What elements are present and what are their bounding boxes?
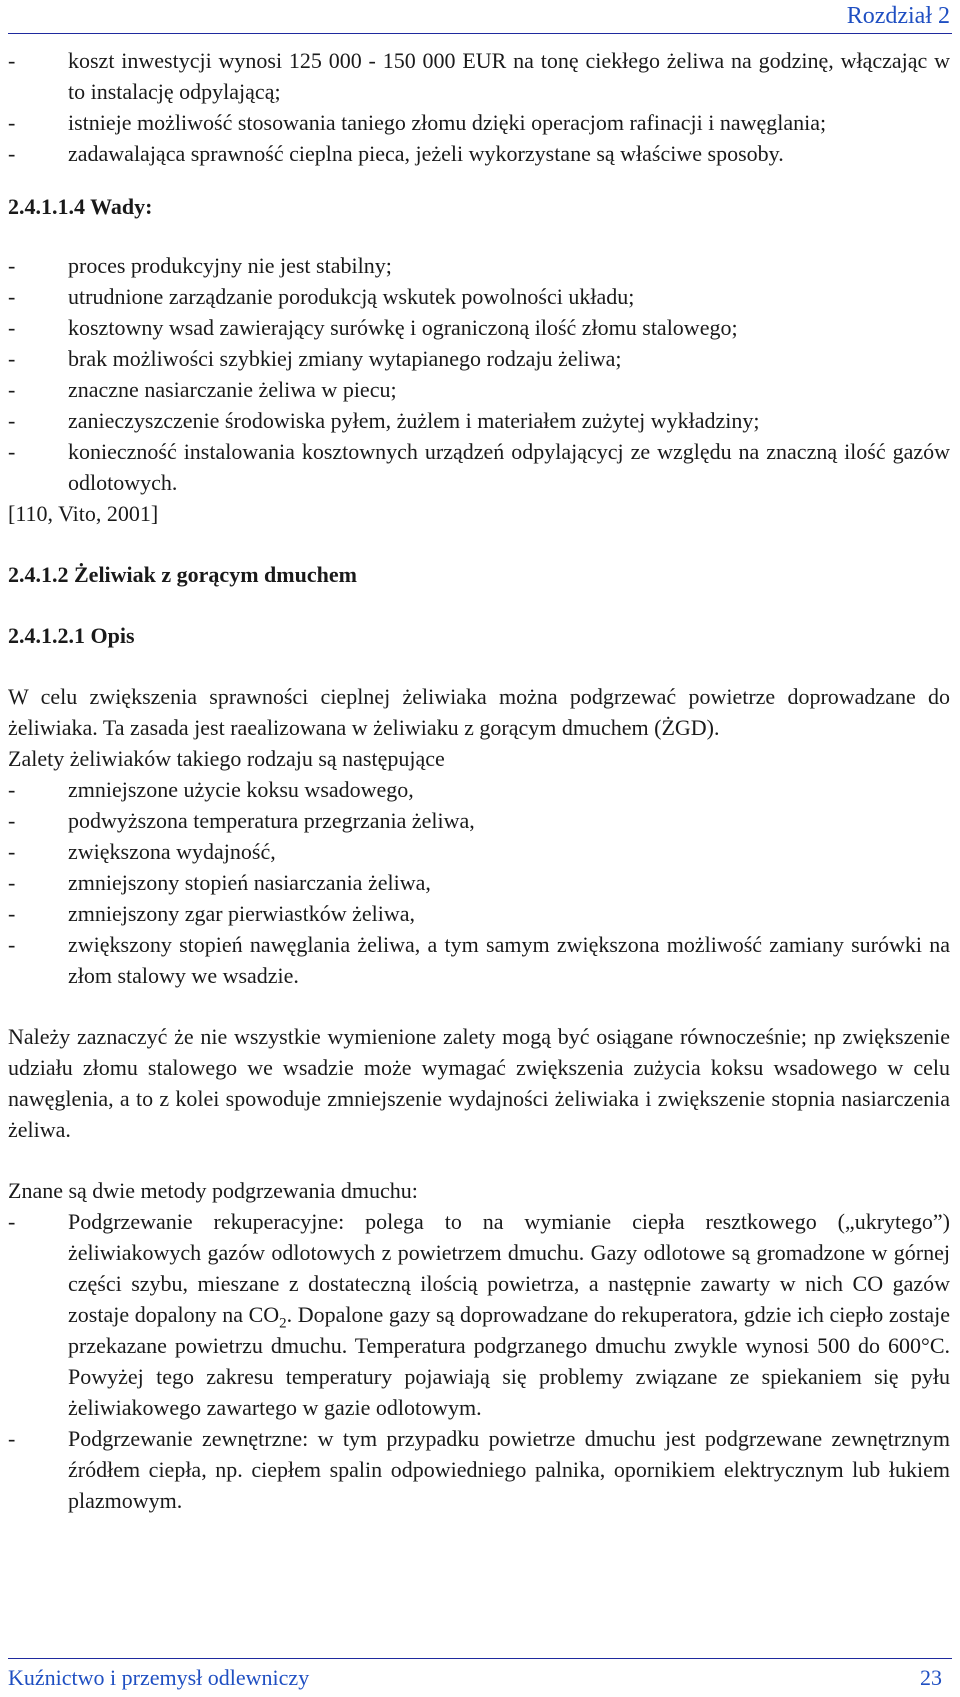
- list-dash: -: [8, 141, 16, 166]
- list-dash: -: [8, 346, 16, 371]
- zalety-intro: Zalety żeliwiaków takiego rodzaju są następujące: [8, 746, 445, 771]
- page-footer: [8, 1658, 952, 1697]
- wady-list: [8, 250, 950, 498]
- methods-intro: Znane są dwie metody podgrzewania dmuchu:: [8, 1178, 418, 1203]
- list-item: - koszt inwestycji wynosi 125 000 - 150 000 EUR na tonę ciekłego żeliwa na godzinę, włączając w to instalację odpylającą;: [8, 45, 950, 107]
- chapter-label: Rozdział 2: [846, 3, 950, 29]
- list-dash: -: [8, 1426, 16, 1451]
- list-dash: -: [8, 48, 16, 73]
- list-item: - zmniejszone użycie koksu wsadowego,: [8, 774, 950, 805]
- zalety-list: [8, 774, 950, 991]
- list-dash: -: [8, 253, 16, 278]
- list-dash: -: [8, 870, 16, 895]
- page-number: 23: [920, 1665, 942, 1690]
- methods-list: [8, 1206, 950, 1516]
- note-paragraph: Należy zaznaczyć że nie wszystkie wymienione zalety mogą być osiągane równocześnie; np zwiększenie udziału złomu stalowego we wsadzie może wymagać zwiększenia zużycia koksu wsadowego w celu nawęglenia, a to z kolei spowoduje zmniejszenie wydajności żeliwiaka i zwiększenie stopnia nasiarczenia żeliwa.: [8, 1024, 950, 1142]
- list-item: - znaczne nasiarczanie żeliwa w piecu;: [8, 374, 950, 405]
- list-item: - zmniejszony stopień nasiarczania żeliwa,: [8, 867, 950, 898]
- list-dash: -: [8, 901, 16, 926]
- list-item: - zanieczyszczenie środowiska pyłem, żużlem i materiałem zużytej wykładziny;: [8, 405, 950, 436]
- opis-paragraph: W celu zwiększenia sprawności cieplnej żeliwiaka można podgrzewać powietrze doprowadzane do żeliwiaka. Ta zasada jest raealizowana w żeliwiaku z gorącym dmuchem (ŻGD).: [8, 684, 950, 740]
- list-dash: -: [8, 1209, 16, 1234]
- list-dash: -: [8, 932, 16, 957]
- list-item: - zadawalająca sprawność cieplna pieca, jeżeli wykorzystane są właściwe sposoby.: [8, 138, 950, 169]
- list-dash: -: [8, 839, 16, 864]
- list-dash: -: [8, 284, 16, 309]
- list-dash: -: [8, 315, 16, 340]
- list-item: - zwiększona wydajność,: [8, 836, 950, 867]
- intro-list: [8, 45, 950, 169]
- list-item: - Podgrzewanie rekuperacyjne: polega to na wymianie ciepła resztkowego („ukrytego”) żeliwiakowych gazów odlotowych z powietrzem dmuchu. Gazy odlotowe są gromadzone w górnej części szybu, mieszane z dostateczną ilością powietrza, a następnie zawarty w nich CO gazów zostaje dopalony na $CO_2$. Dopalone gazy są doprowadzane do rekuperatora, gdzie ich ciepło zostaje przekazane powietrzu dmuchu. Temperatura podgrzanego dmuchu zwykle wynosi 500 do 600°C. Powyżej tego zakresu temperatury pojawiają się problemy związane ze spiekaniem się pyłu żeliwiakowego zawartego w gazie odlotowym.: [8, 1206, 950, 1423]
- list-dash: -: [8, 110, 16, 135]
- list-item: - Podgrzewanie zewnętrzne: w tym przypadku powietrze dmuchu jest podgrzewane zewnętrznym źródłem ciepła, np. ciepłem spalin odpowiedniego palnika, opornikiem elektrycznym lub łukiem plazmowym.: [8, 1423, 950, 1516]
- list-dash: -: [8, 808, 16, 833]
- list-dash: -: [8, 439, 16, 464]
- reference: [110, Vito, 2001]: [8, 501, 159, 526]
- page-content: [8, 45, 950, 1516]
- section-heading-wady: 2.4.1.1.4 Wady:: [8, 194, 153, 219]
- page-header: [8, 0, 952, 34]
- list-item: - brak możliwości szybkiej zmiany wytapianego rodzaju żeliwa;: [8, 343, 950, 374]
- list-item: - konieczność instalowania kosztownych urządzeń odpylającycj ze względu na znaczną ilość gazów odlotowych.: [8, 436, 950, 498]
- list-item: - podwyższona temperatura przegrzania żeliwa,: [8, 805, 950, 836]
- list-item: - zwiększony stopień nawęglania żeliwa, a tym samym zwiększona możliwość zamiany surówki na złom stalowy we wsadzie.: [8, 929, 950, 991]
- list-item: - kosztowny wsad zawierający surówkę i ograniczoną ilość złomu stalowego;: [8, 312, 950, 343]
- footer-title: Kuźnictwo i przemysł odlewniczy: [8, 1665, 310, 1690]
- section-heading-opis: 2.4.1.2.1 Opis: [8, 623, 135, 648]
- list-item: - utrudnione zarządzanie porodukcją wskutek powolności układu;: [8, 281, 950, 312]
- list-dash: -: [8, 777, 16, 802]
- list-dash: -: [8, 408, 16, 433]
- section-heading-zgd: 2.4.1.2 Żeliwiak z gorącym dmuchem: [8, 562, 357, 587]
- list-item: - proces produkcyjny nie jest stabilny;: [8, 250, 950, 281]
- list-dash: -: [8, 377, 16, 402]
- list-item: - istnieje możliwość stosowania taniego złomu dzięki operacjom rafinacji i nawęglania;: [8, 107, 950, 138]
- list-item: - zmniejszony zgar pierwiastków żeliwa,: [8, 898, 950, 929]
